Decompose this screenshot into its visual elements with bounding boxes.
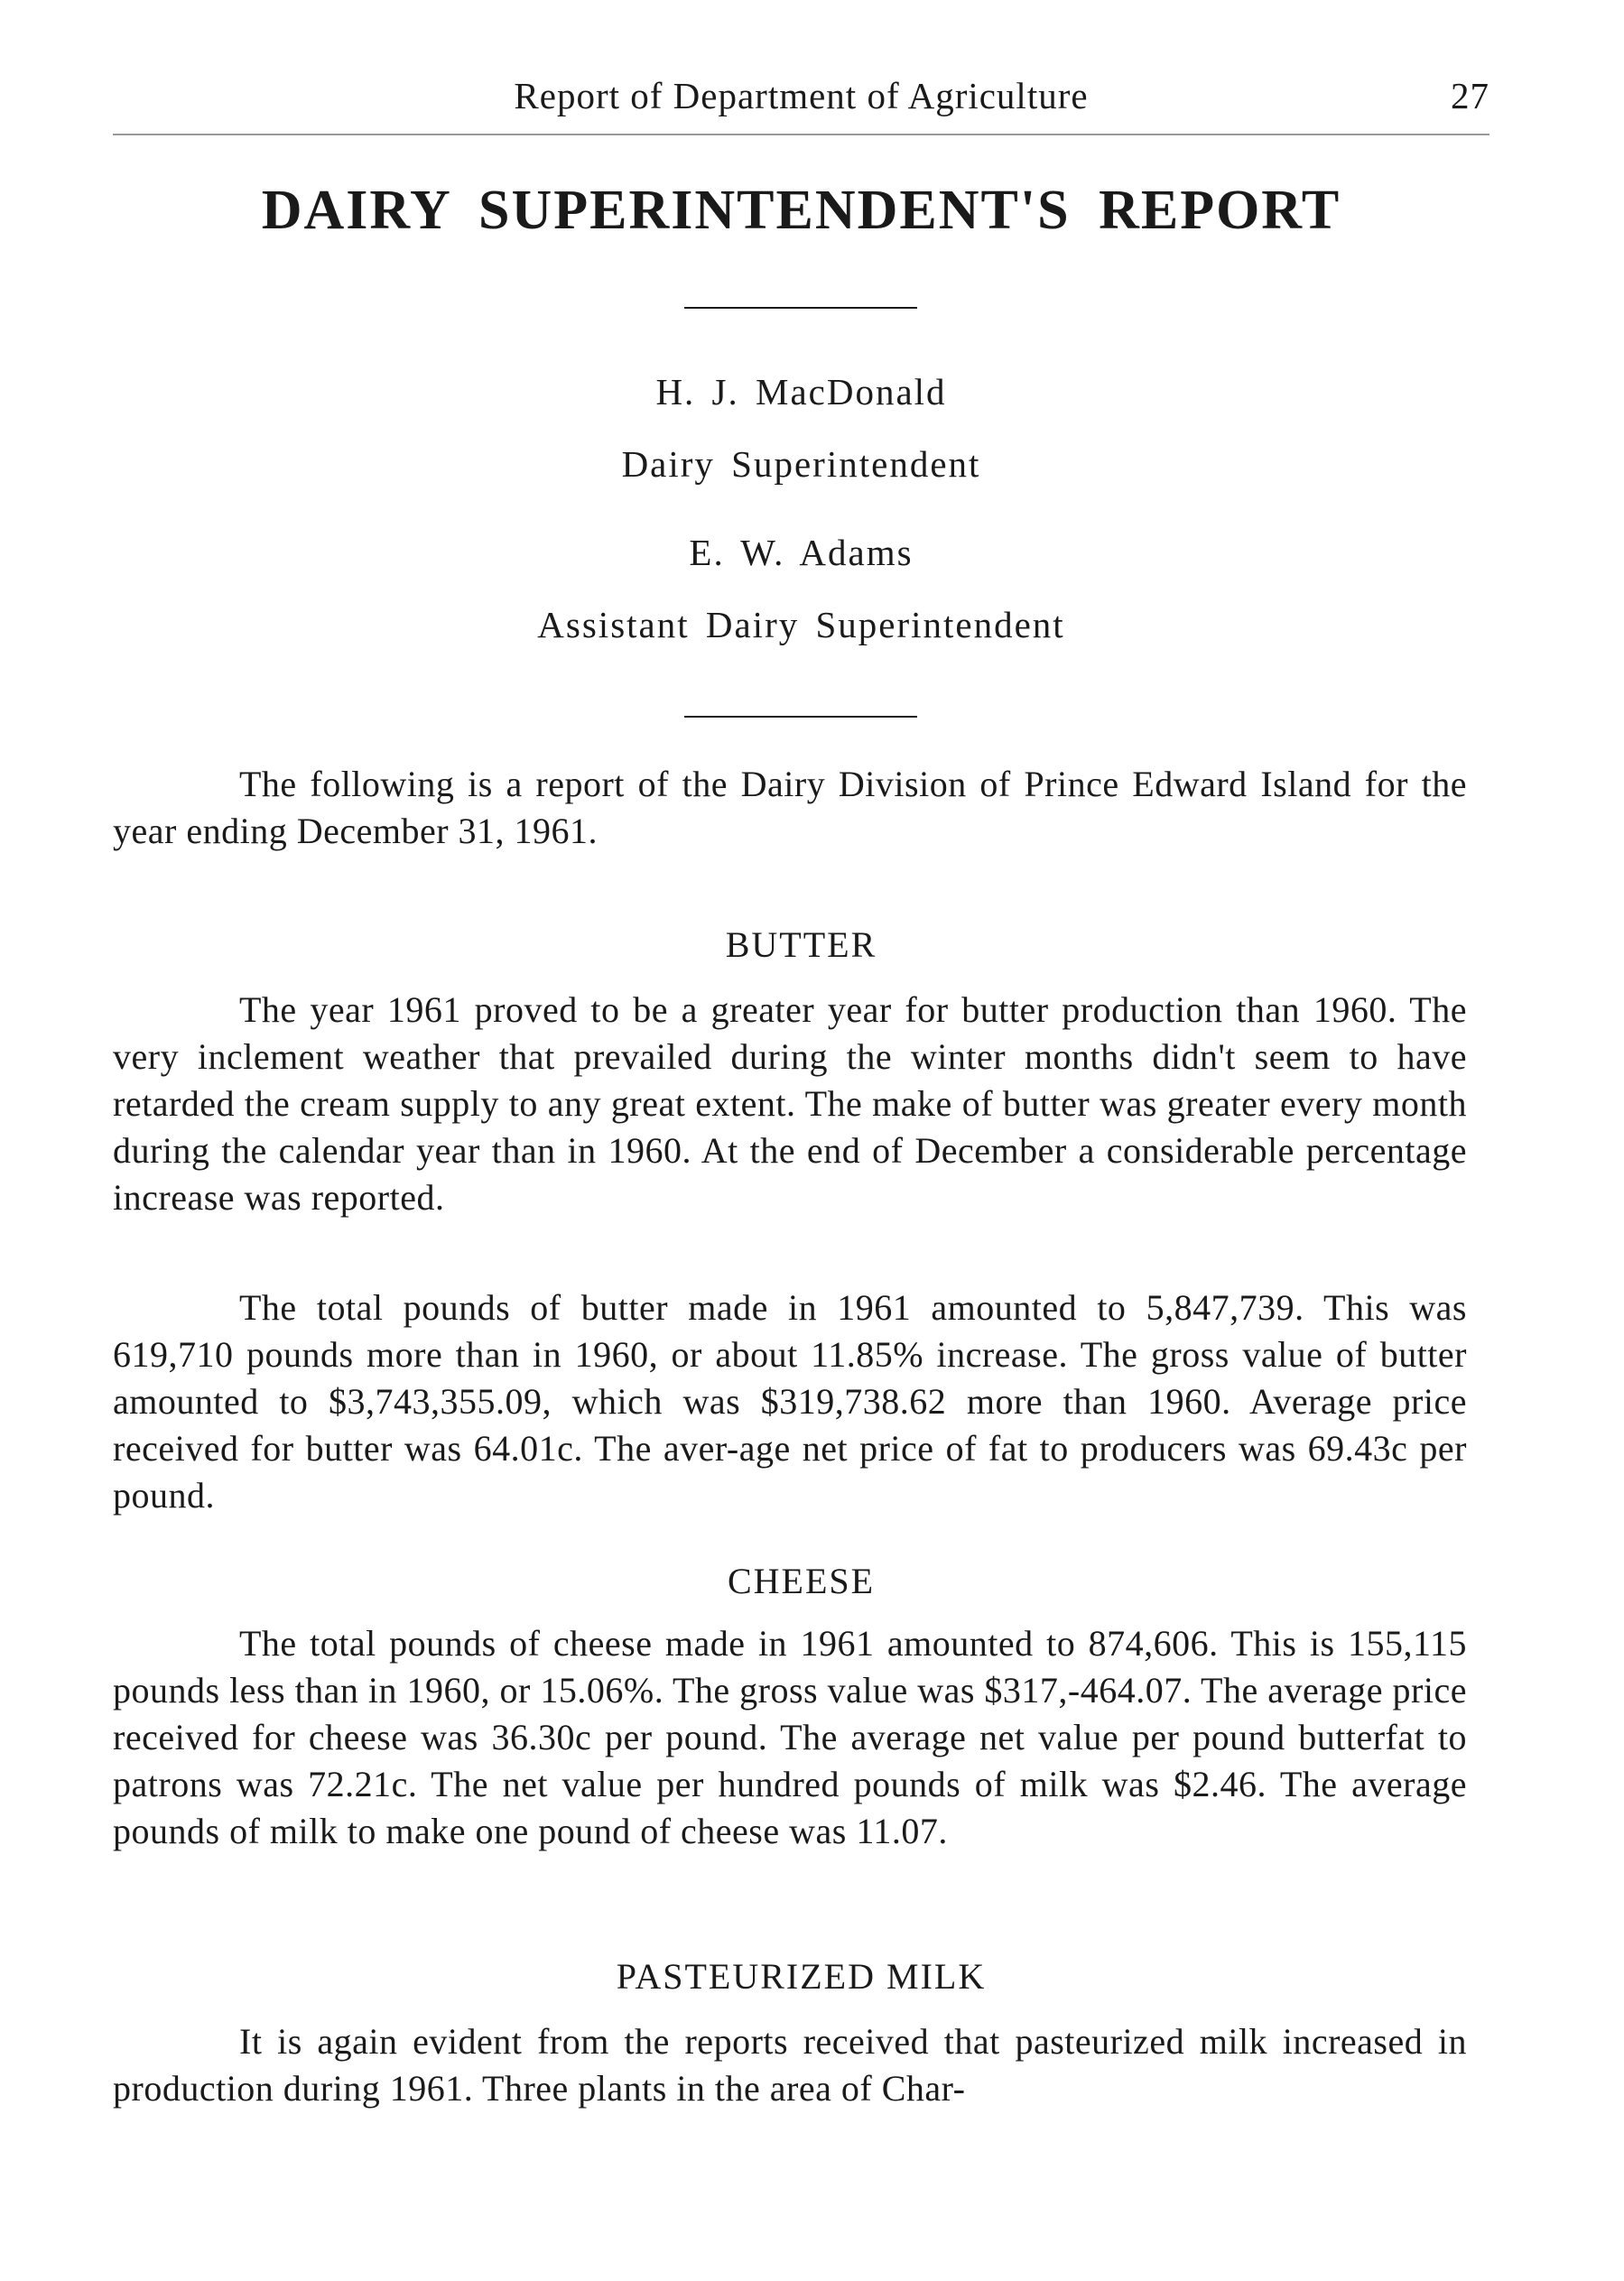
page-number: 27 [1451, 75, 1489, 116]
running-head [113, 74, 1489, 128]
section-heading-pasteurized-milk: PASTEURIZED MILK [616, 1956, 987, 1997]
staff-position: Dairy Superintendent [621, 443, 981, 485]
credits-divider [684, 716, 917, 718]
butter-paragraph-2: The total pounds of butter made in 1961 amounted to 5,847,739. This was 619,710 pounds more than in 1960, or about 11.85% increase. The gross value of butter amounted to $3,743,355.09, which was $319,738.62 more than 1960. Average price received for butter was 64.01c. The aver-age net price of fat to producers was 69.43c per pound. [113, 1287, 1467, 1516]
header-divider [113, 134, 1489, 135]
page-title: DAIRY SUPERINTENDENT'S REPORT [261, 180, 1341, 241]
cheese-paragraph: The total pounds of cheese made in 1961 amounted to 874,606. This is 155,115 pounds less than in 1960, or 15.06%. The gross value was $317,-464.07. The average price received for cheese was 36.30c per pound. The average net value per pound butterfat to patrons was 72.21c. The net value per hundred pounds of milk was $2.46. The average pounds of milk to make one pound of cheese was 11.07. [113, 1623, 1467, 1851]
staff-name: E. W. Adams [689, 532, 914, 573]
section-heading-butter: BUTTER [725, 924, 877, 965]
running-head-title: Report of Department of Agriculture [514, 75, 1089, 116]
staff-position: Assistant Dairy Superintendent [537, 604, 1065, 645]
staff-name: H. J. MacDonald [655, 371, 947, 413]
butter-paragraph-1: The year 1961 proved to be a greater year for butter production than 1960. The very inclement weather that prevailed during the winter months didn't seem to have retarded the cream supply to any great extent. The make of butter was greater every month during the calendar year than in 1960. At the end of December a considerable percentage increase was reported. [113, 989, 1467, 1218]
section-heading-cheese: CHEESE [727, 1561, 876, 1601]
title-divider [684, 307, 917, 309]
pasteurized-milk-paragraph: It is again evident from the reports received that pasteurized milk increased in production during 1961. Three plants in the area of Char- [113, 2021, 1467, 2109]
intro-paragraph: The following is a report of the Dairy Division of Prince Edward Island for the year ending December 31, 1961. [113, 764, 1467, 851]
